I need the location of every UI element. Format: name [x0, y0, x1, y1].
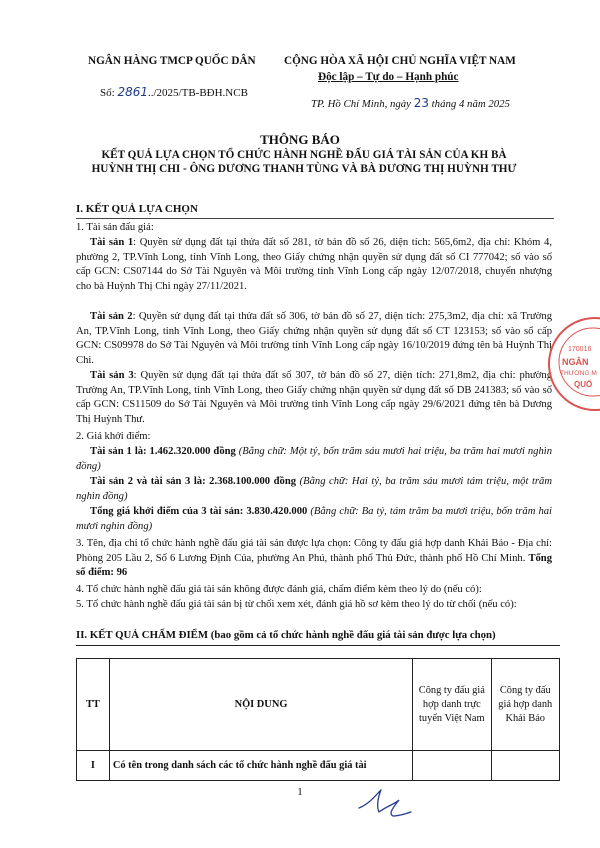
- bank-name: NGÂN HÀNG TMCP QUỐC DÂN: [88, 55, 256, 67]
- item-5: 5. Tổ chức hành nghề đấu giá tài sản bị từ chối xem xét, đánh giá hồ sơ kèm theo lý do từ chối (nếu có):: [76, 599, 517, 610]
- item-3-text: 3. Tên, địa chỉ tổ chức hành nghề đấu giá tài sản được lựa chọn: Công ty đấu giá hợp danh Khải Bảo - Địa chỉ: Phòng 205 Lầu 2, Số 6 Lương Định Của, phường An Phú, thành phố Thủ Đức, thành phố Hồ Chí Minh.: [76, 538, 552, 564]
- asset-3-label: Tài sản 3: [90, 370, 134, 381]
- number-prefix: Số:: [100, 87, 118, 99]
- doc-title: THÔNG BÁO: [260, 132, 340, 147]
- section-1-heading: I. KẾT QUẢ LỰA CHỌN: [76, 203, 198, 215]
- stamp-line-2: THƯƠNG M: [560, 370, 597, 377]
- row-1-content: Có tên trong danh sách các tổ chức hành nghề đấu giá tài: [109, 751, 412, 781]
- score-table: [76, 658, 560, 781]
- row-1-tt: I: [77, 751, 110, 781]
- total-price-words: (Bằng chữ: Ba tỷ, tám trăm ba mươi triệu, bốn trăm hai mươi nghìn đồng): [76, 506, 552, 532]
- price-1-value: Tài sản 1 là: 1.462.320.000 đồng: [90, 446, 236, 457]
- asset-1: [76, 236, 552, 294]
- initials-signature: [355, 786, 415, 820]
- section-1-divider: [76, 218, 554, 219]
- col-company-2: Công ty đấu giá hợp danh Khải Bảo: [491, 659, 560, 751]
- handwritten-number: 2861: [117, 85, 148, 99]
- motto: Độc lập – Tự do – Hạnh phúc: [318, 71, 459, 83]
- stamp-code: 170016: [568, 346, 592, 353]
- col-company-1: Công ty đấu giá hợp danh trực tuyến Việt Nam: [413, 659, 491, 751]
- stamp-line-1: NGÂN: [562, 357, 589, 367]
- price-asset-2-3: [76, 475, 552, 504]
- row-1-company-1: [413, 751, 491, 781]
- nation-title: CỘNG HÒA XÃ HỘI CHỦ NGHĨA VIỆT NAM: [284, 55, 516, 67]
- row-1-company-2: [491, 751, 560, 781]
- item-1: 1. Tài sản đấu giá:: [76, 222, 154, 233]
- price-1-words: (Bằng chữ: Một tỷ, bốn trăm sáu mươi hai triệu, ba trăm hai mươi nghìn đồng): [76, 446, 553, 472]
- page-number: 1: [297, 786, 303, 798]
- table-row: [77, 751, 560, 781]
- item-4: 4. Tổ chức hành nghề đấu giá tài sản không được đánh giá, chấm điểm kèm theo lý do (nếu có):: [76, 584, 482, 595]
- stamp-ring: [548, 317, 600, 407]
- red-stamp: [548, 317, 600, 411]
- item-3: [76, 537, 552, 581]
- item-3-score: Tổng số điểm: 96: [76, 552, 552, 579]
- col-tt: TT: [77, 659, 110, 751]
- price-23-words: (Bằng chữ: Hai tỷ, ba trăm sáu mươi tám triệu, một trăm nghìn đồng): [76, 476, 552, 502]
- stamp-line-3: QUỐ: [574, 380, 593, 389]
- total-price-value: Tổng giá khởi điểm của 3 tài sản: 3.830.420.000: [90, 506, 308, 517]
- doc-subtitle: KẾT QUẢ LỰA CHỌN TỔ CHỨC HÀNH NGHỀ ĐẤU GIÁ TÀI SẢN CỦA KH BÀ HUỲNH THỊ CHI - ÔNG DƯƠNG THANH TÙNG VÀ BÀ DƯƠNG THỊ HUỲNH THƯ: [91, 149, 517, 175]
- asset-2-text: : Quyền sử dụng đất tại thửa đất số 306, tờ bản đồ số 27, diện tích: 275,3m2, địa chỉ: xã Trường An, TP.Vĩnh Long, tỉnh Vĩnh Long, theo Giấy chứng nhận quyền sử dụng đất số CT 123153; số vào sổ cấp GCN: CS09978 do Sở Tài Nguyên và Môi trường tỉnh Vĩnh Long cấp ngày 16/10/2019 đứng tên bà Huỳnh Thị Chi.: [76, 311, 552, 366]
- number-suffix: ../2025/TB-BĐH.NCB: [147, 87, 248, 99]
- asset-1-text: : Quyền sử dụng đất tại thửa đất số 281, tờ bản đồ số 26, diện tích: 565,6m2, địa chỉ: Khóm 4, phường 2, TP.Vĩnh Long, tỉnh Vĩnh Long, theo Giấy chứng nhận quyền sử dụng đất số CI 777042; số vào sổ cấp GCN: CS07144 do Sở Tài Nguyên và Môi trường tỉnh Vĩnh Long cấp ngày 12/07/2018, chuyển nhượng cho bà Huỳnh Thị Chi ngày 27/11/2021.: [76, 237, 552, 292]
- asset-1-label: Tài sản 1: [90, 237, 134, 248]
- document-number: [100, 85, 248, 99]
- place-date: [311, 96, 510, 110]
- total-price: [76, 505, 552, 534]
- handwritten-day: 23: [413, 96, 429, 110]
- section-2-divider: [76, 645, 560, 646]
- section-2-heading: II. KẾT QUẢ CHẤM ĐIỂM (bao gồm cả tổ chức hành nghề đấu giá tài sản được lựa chọn): [76, 629, 496, 641]
- price-23-value: Tài sản 2 và tài sản 3 là: 2.368.100.000 đồng: [90, 476, 297, 487]
- date-prefix: TP. Hồ Chí Minh, ngày: [311, 98, 414, 110]
- item-2: 2. Giá khởi điểm:: [76, 431, 151, 442]
- asset-3: [76, 369, 552, 427]
- asset-2: [76, 310, 552, 368]
- price-asset-1: [76, 445, 552, 474]
- col-content: NỘI DUNG: [109, 659, 412, 751]
- asset-3-text: : Quyền sử dụng đất tại thửa đất số 307, tờ bản đồ số 27, diện tích: 271,8m2, địa chỉ: phường Trường An, TP.Vĩnh Long, tỉnh Vĩnh Long, theo Giấy chứng nhận quyền sử dụng đất số DB 241383; số vào sổ cấp GCN: CS11509 do Sở Tài Nguyên và Môi trường tỉnh Vĩnh Long cấp ngày 29/6/2021 đứng tên bà Dương Thị Huỳnh Thư.: [76, 370, 552, 425]
- table-header-row: [77, 659, 560, 751]
- asset-2-label: Tài sản 2: [90, 311, 133, 322]
- date-suffix: tháng 4 năm 2025: [428, 98, 510, 110]
